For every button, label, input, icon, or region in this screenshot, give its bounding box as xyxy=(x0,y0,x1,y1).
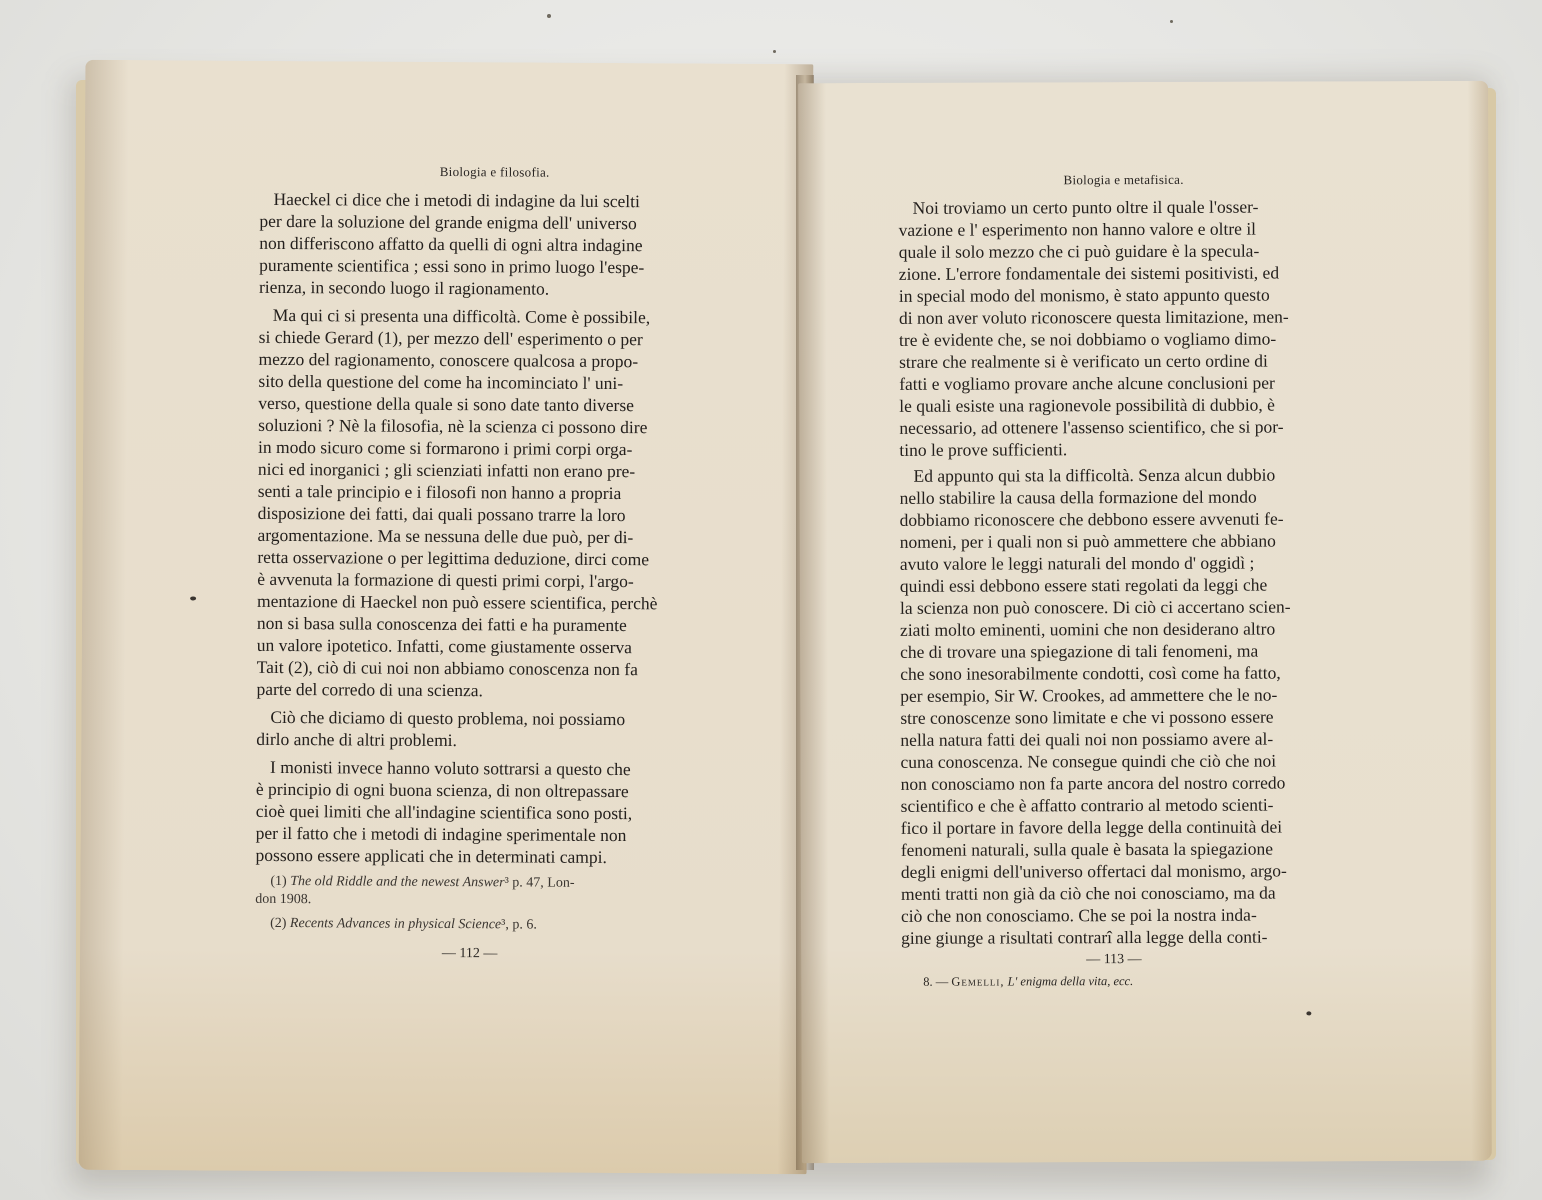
left-page-text-line: I monisti invece hanno voluto sottrarsi a questo che xyxy=(270,756,631,780)
footnote-2 xyxy=(270,915,537,935)
running-head-left: Biologia e filosofia. xyxy=(439,163,550,180)
left-page-text-line: mentazione di Haeckel non può essere scientifica, perchè xyxy=(257,590,658,614)
left-page-text-line: possono essere applicati che in determinati campi. xyxy=(255,844,607,867)
right-page-text-line: in special modo del monismo, è stato appunto questo xyxy=(898,284,1270,306)
right-page-body xyxy=(899,195,1292,948)
left-page-text-line: parte del corredo di una scienza. xyxy=(256,678,484,701)
right-page-text-line: quale il solo mezzo che ci può guidare è la specula- xyxy=(898,240,1260,262)
right-page-text-line: Noi troviamo un certo punto oltre il quale l'osser- xyxy=(912,196,1259,218)
left-page-text-line: rienza, in secondo luogo il ragionamento. xyxy=(258,276,550,299)
left-page-text-line: è principio di ogni buona scienza, di non oltrepassare xyxy=(255,778,629,802)
ink-mark xyxy=(1306,1011,1311,1015)
right-page-text-line: che di trovare una spiegazione di tali fenomeni, ma xyxy=(900,640,1259,662)
footnote-1-continued: don 1908. xyxy=(255,891,312,908)
left-page xyxy=(79,60,814,1174)
ink-mark xyxy=(190,596,196,600)
signature-title: L' enigma della vita, ecc. xyxy=(1007,974,1134,989)
right-page-text-line: nella natura fatti dei quali noi non possiamo avere al- xyxy=(900,728,1274,750)
right-page-text-line: fenomeni naturali, sulla quale è basata la spiegazione xyxy=(900,838,1274,860)
left-page-text-line: disposizione dei fatti, dai quali possano trarre la loro xyxy=(257,502,626,526)
left-page-text-line: retta osservazione o per legittima deduzione, dirci come xyxy=(257,546,650,570)
right-page-text-line: dobbiamo riconoscere che debbono essere avvenuti fe- xyxy=(899,508,1284,530)
right-page-text-line: Ed appunto qui sta la difficoltà. Senza alcun dubbio xyxy=(913,464,1276,486)
left-page-text-line: è avvenuta la formazione di questi primi corpi, l'argo- xyxy=(257,568,634,592)
page-number-right: — 113 — xyxy=(1086,952,1142,968)
right-page-text-line: nello stabilire la causa della formazione del mondo xyxy=(899,486,1257,508)
right-page-text-line: ziati molto eminenti, uomini che non desiderano altro xyxy=(899,618,1276,640)
page-number-left: — 112 — xyxy=(441,945,498,962)
left-page-text-line: Ciò che diciamo di questo problema, noi possiamo xyxy=(270,706,626,730)
left-page-text-line: soluzioni ? Nè la filosofia, nè la scienza ci possono dire xyxy=(258,414,648,438)
footnote-1-marker: (1) xyxy=(270,873,287,890)
right-page-text-line: che sono inesorabilmente condotti, così come ha fatto, xyxy=(900,662,1281,684)
left-page-text-line: Ma qui ci si presenta una difficoltà. Come è possibile, xyxy=(272,304,651,328)
left-page-text-line: per dare la soluzione del grande enigma dell' universo xyxy=(259,210,637,234)
right-page-text-line: tre è evidente che, se noi dobbiamo o vogliamo dimo- xyxy=(898,328,1277,350)
left-page-text-line: non si basa sulla conoscenza dei fatti e ha puramente xyxy=(256,612,627,636)
right-page-text-line: quindi essi debbono essere stati regolati da leggi che xyxy=(899,574,1268,596)
right-page-text-line: tino le prove sufficienti. xyxy=(899,439,1068,460)
right-page-text-line: scientifico e che è affatto contrario al metodo scienti- xyxy=(900,794,1274,816)
left-page-text-line: si chiede Gerard (1), per mezzo dell' esperimento o per xyxy=(258,326,643,350)
left-page-text-line: argomentazione. Ma se nessuna delle due può, per di- xyxy=(257,524,634,548)
footnote-2-title: Recents Advances in physical Science xyxy=(289,916,502,933)
right-page-text-line: ciò che non conosciamo. Che se poi la nostra inda- xyxy=(900,904,1257,926)
right-page-text-line: menti tratti non già da ciò che noi conosciamo, ma da xyxy=(900,882,1276,904)
left-page-body xyxy=(255,188,660,868)
right-page-text-line: gine giunge a risultati contrarî alla legge della conti- xyxy=(901,926,1268,948)
right-page-text-line: vazione e l' esperimento non hanno valore e oltre il xyxy=(898,218,1257,240)
left-page-text-line: puramente scientifica ; essi sono in primo luogo l'espe- xyxy=(259,254,645,278)
left-page-text-line: Tait (2), ciò di cui noi non abbiamo conoscenza non fa xyxy=(256,656,638,680)
right-page-text-line: le quali esiste una ragionevole possibilità di dubbio, è xyxy=(899,394,1275,416)
left-page-text-line: Haeckel ci dice che i metodi di indagine da lui scelti xyxy=(273,188,640,212)
right-page-text-line: non conosciamo non fa parte ancora del nostro corredo xyxy=(900,772,1286,794)
right-page-text-line: di non aver voluto riconoscere questa limitazione, men- xyxy=(898,306,1289,328)
left-page-text-line: per il fatto che i metodi di indagine sperimentale non xyxy=(255,822,627,846)
left-page-text-line: dirlo anche di altri problemi. xyxy=(256,728,458,751)
right-page-text-line: per esempio, Sir W. Crookes, ad ammettere che le no- xyxy=(900,684,1278,706)
right-page-text-line: cuna conoscenza. Ne consegue quindi che ciò che noi xyxy=(900,750,1277,772)
left-page-text-line: mezzo del ragionamento, conoscere qualcosa a propo- xyxy=(258,348,639,372)
left-page-text-line: senti a tale principio e i filosofi non hanno a propria xyxy=(257,480,622,504)
left-page-text-line: verso, questione della quale si sono date tanto diverse xyxy=(258,392,635,416)
dust-speck xyxy=(773,50,776,53)
signature-number: 8. — xyxy=(923,974,949,989)
right-page-text-line: stre conoscenze sono limitate e che vi possono essere xyxy=(900,706,1274,728)
dust-speck xyxy=(547,14,551,18)
footnote-1-title: The old Riddle and the newest Answer xyxy=(290,874,505,891)
footnote-1-rest: ³ p. 47, Lon- xyxy=(504,875,575,891)
footnote-2-marker: (2) xyxy=(270,915,287,932)
footnote-1 xyxy=(270,873,574,893)
right-page-text-line: strare che realmente si è verificato un certo ordine di xyxy=(899,350,1268,372)
right-page-text-line: nomeni, per i quali non si può ammettere che abbiano xyxy=(899,530,1276,552)
right-page-text-line: degli enigmi dell'universo offertaci dal monismo, argo- xyxy=(900,860,1287,882)
right-page xyxy=(798,81,1492,1163)
left-page-text-line: nici ed inorganici ; gli scienziati infatti non erano pre- xyxy=(257,458,636,482)
left-page-text-line: un valore ipotetico. Infatti, come giustamente osserva xyxy=(256,634,633,658)
left-page-text-line: cioè quei limiti che all'indagine scientifica sono posti, xyxy=(255,800,633,824)
signature-author: Gemelli, xyxy=(951,974,1005,989)
right-page-text-line: avuto valore le leggi naturali del mondo d' oggidì ; xyxy=(899,552,1255,574)
left-page-text-line: non differiscono affatto da quelli di ogni altra indagine xyxy=(259,232,643,256)
signature-line xyxy=(923,974,1133,990)
right-page-text-line: fico il portare in favore della legge della continuità dei xyxy=(900,816,1283,838)
dust-speck xyxy=(1170,20,1173,23)
left-page-text-line: in modo sicuro come si formarono i primi corpi orga- xyxy=(257,436,633,460)
right-page-text-line: zione. L'errore fondamentale dei sistemi positivisti, ed xyxy=(898,262,1280,284)
right-page-text-line: fatti e vogliamo provare anche alcune conclusioni per xyxy=(899,372,1275,394)
left-page-text-line: sito della questione del come ha incominciato l' uni- xyxy=(258,370,624,394)
running-head-right: Biologia e metafisica. xyxy=(1063,171,1184,188)
right-page-text-line: necessario, ad ottenere l'assenso scientifico, che si por- xyxy=(899,416,1284,438)
right-page-text-line: la scienza non può conoscere. Di ciò ci accertano scien- xyxy=(899,596,1291,618)
footnote-2-rest: ³, p. 6. xyxy=(501,917,537,933)
